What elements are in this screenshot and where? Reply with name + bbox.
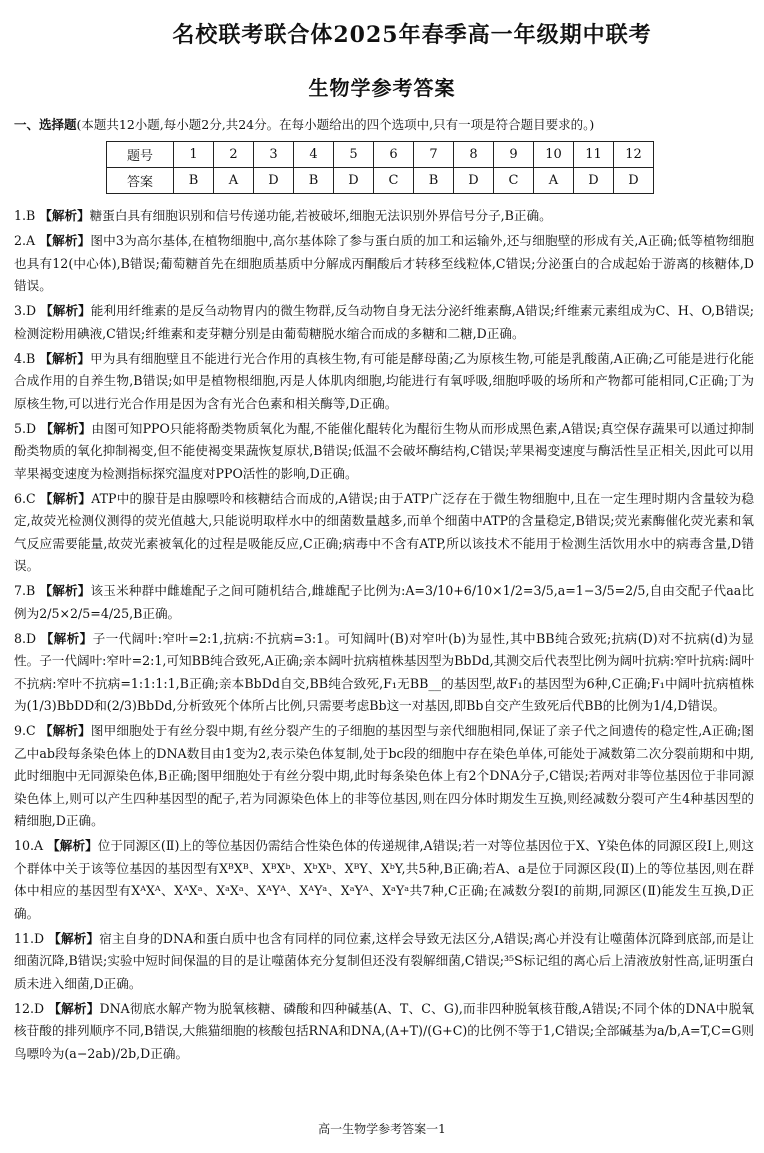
row-label-number: 题号 xyxy=(107,142,174,168)
table-cell: 8 xyxy=(454,142,494,168)
explanation-item xyxy=(14,720,754,833)
table-cell: 4 xyxy=(294,142,334,168)
item-tag: 【解析】 xyxy=(40,630,93,646)
explanation-item xyxy=(14,835,754,925)
table-cell: 1 xyxy=(174,142,214,168)
explanation-item xyxy=(14,205,754,228)
item-text: 图甲细胞处于有丝分裂中期,有丝分裂产生的子细胞的基因型与亲代细胞相同,保证了亲子代之间遗传的稳定性,A正确;图乙中ab段每条染色体上的DNA数目由1变为2,表示染色体复制,处于bc段的细胞中存在染色单体,可能处于减数第二次分裂前期和中期,此时细胞中无同源染色体,B正确;图甲细胞处于有丝分裂中期,此时每条染色体上有2个DNA分子,C错误;若两对非等位基因位于非同源染色体上,则可以产生四种基因型的配子,若为同源染色体上的非等位基因,则在四分体时期发生互换,则经减数分裂可产生4种基因型的精细胞,D正确。 xyxy=(14,723,755,828)
page-title: 名校联考联合体2025年春季高一年级期中联考 xyxy=(172,22,652,48)
table-cell: D xyxy=(254,168,294,194)
page-footer: 高一生物学参考答案一1 xyxy=(318,1122,446,1136)
table-cell: A xyxy=(214,168,254,194)
section-description: (本题共12小题,每小题2分,共24分。在每小题给出的四个选项中,只有一项是符合题目要求的。) xyxy=(76,117,595,132)
item-text: 糖蛋白具有细胞识别和信号传递功能,若被破坏,细胞无法识别外界信号分子,B正确。 xyxy=(89,208,552,223)
table-cell: D xyxy=(614,168,654,194)
answer-table-answer-row xyxy=(107,168,654,194)
explanation-list xyxy=(14,205,754,1068)
item-tag: 【解析】 xyxy=(47,838,98,853)
item-tag: 【解析】 xyxy=(39,723,91,738)
table-cell: B xyxy=(294,168,334,194)
row-label-answer: 答案 xyxy=(107,168,174,194)
item-text: 子一代阔叶:窄叶=2:1,抗病:不抗病=3:1。可知阔叶(B)对窄叶(b)为显性,其中BB纯合致死;抗病(D)对不抗病(d)为显性。子一代阔叶:窄叶=2:1,可知BB纯合致死,A正确;亲本阔叶抗病植株基因型为BbDd,其测交后代表型比例为阔叶抗病:窄叶抗病:阔叶不抗病:窄叶不抗病=1:1:1:1,B正确;亲本BbDd自交,BB纯合致死,F₁无BB__的基因型,故F₁的基因型为6种,C正确;F₁中阔叶抗病植株为(1/3)BbDD和(2/3)BbDd,分析致死个体所占比例,只需要考虑Bb这一对基因,即Bb自交产生致死后代BB的比例为1/4,D错误。 xyxy=(14,630,755,713)
explanation-item xyxy=(14,348,754,416)
table-cell: C xyxy=(374,168,414,194)
item-tag: 【解析】 xyxy=(39,208,90,223)
item-number: 8.D xyxy=(14,630,37,646)
item-text: 图中3为高尔基体,在植物细胞中,高尔基体除了参与蛋白质的加工和运输外,还与细胞壁的形成有关,A正确;低等植物细胞也具有12(中心体),B错误;葡萄糖首先在细胞质基质中分解成丙酮酸后才转移至线粒体,C错误;分泌蛋白的合成起始于游离的核糖体,D错误。 xyxy=(14,233,754,293)
explanation-item xyxy=(14,998,754,1066)
item-text: 由图可知PPO只能将酚类物质氧化为醌,不能催化醌转化为醌衍生物从而形成黑色素,A错误;真空保存蔬果可以通过抑制酚类物质的氧化抑制褐变,但不能使褐变果蔬恢复原状,B错误;低温不会破坏酶结构,C错误;苹果褐变速度与酶活性呈正相关,因此可以用苹果褐变速度为检测指标探究温度对PPO活性的影响,D正确。 xyxy=(14,420,755,481)
item-number: 2.A xyxy=(14,233,36,248)
table-cell: 7 xyxy=(414,142,454,168)
table-cell: 2 xyxy=(214,142,254,168)
explanation-item xyxy=(14,488,754,578)
item-number: 1.B xyxy=(14,208,36,223)
item-text: 宿主自身的DNA和蛋白质中也含有同样的同位素,这样会导致无法区分,A错误;离心并没有让噬菌体沉降到底部,而是让细菌沉降,B错误;实验中短时间保温的目的是让噬菌体充分复制但还没有裂解细菌,C错误;³⁵S标记组的离心后上清液放射性高,证明蛋白质未进入细菌,D正确。 xyxy=(14,930,755,991)
item-tag: 【解析】 xyxy=(39,490,92,506)
item-text: 位于同源区(Ⅱ)上的等位基因仍需结合性染色体的传递规律,A错误;若一对等位基因位于X、Y染色体的同源区段Ⅰ上,则这个群体中关于该等位基因的基因型有XᴮXᴮ、XᴮXᵇ、XᵇXᵇ、XᴮY、XᵇY,共5种,B正确;若A、a是位于同源区段(Ⅱ)上的等位基因,则在群体中相应的基因型有XᴬXᴬ、XᴬXᵃ、XᵃXᵃ、XᴬYᴬ、XᴬYᵃ、XᵃYᴬ、XᵃYᵃ共7种,C正确;在减数分裂Ⅰ的前期,同源区(Ⅱ)能发生互换,D正确。 xyxy=(14,838,754,921)
table-cell: D xyxy=(334,168,374,194)
table-cell: D xyxy=(574,168,614,194)
section-heading xyxy=(14,115,594,133)
item-tag: 【解析】 xyxy=(40,420,92,436)
answer-table-number-row xyxy=(107,142,654,168)
item-tag: 【解析】 xyxy=(39,583,91,598)
item-tag: 【解析】 xyxy=(48,930,100,946)
item-number: 12.D xyxy=(14,1000,45,1016)
table-cell: 11 xyxy=(574,142,614,168)
table-cell: B xyxy=(414,168,454,194)
item-text: 能利用纤维素的是反刍动物胃内的微生物群,反刍动物自身无法分泌纤维素酶,A错误;纤维素元素组成为C、H、O,B错误;检测淀粉用碘液,C错误;纤维素和麦芽糖分别是由葡萄糖脱水缩合而成的多糖和二糖,D正确。 xyxy=(14,303,754,341)
item-text: 甲为具有细胞壁且不能进行光合作用的真核生物,有可能是酵母菌;乙为原核生物,可能是乳酸菌,A正确;乙可能是进行化能合成作用的自养生物,B错误;如甲是植物根细胞,丙是人体肌肉细胞,均能进行有氧呼吸,细胞呼吸的场所和产物都可能相同,C正确;丁为原核生物,可以进行光合作用是因为含有光合色素和相关酶等,D正确。 xyxy=(14,350,754,411)
item-tag: 【解析】 xyxy=(39,233,91,248)
item-number: 7.B xyxy=(14,583,36,598)
explanation-item xyxy=(14,580,754,625)
item-number: 9.C xyxy=(14,723,36,738)
item-number: 10.A xyxy=(14,838,44,853)
table-cell: D xyxy=(454,168,494,194)
page-subtitle: 生物学参考答案 xyxy=(308,76,456,100)
item-number: 5.D xyxy=(14,420,37,436)
section-label: 一、选择题 xyxy=(14,117,77,132)
explanation-item xyxy=(14,300,754,345)
table-cell: 10 xyxy=(534,142,574,168)
explanation-item xyxy=(14,418,754,486)
table-cell: 12 xyxy=(614,142,654,168)
item-tag: 【解析】 xyxy=(39,350,91,366)
item-number: 11.D xyxy=(14,930,45,946)
item-tag: 【解析】 xyxy=(48,1000,100,1016)
item-number: 4.B xyxy=(14,350,36,366)
item-text: DNA彻底水解产物为脱氧核糖、磷酸和四种碱基(A、T、C、G),而非四种脱氧核苷酸,A错误;不同个体的DNA中脱氧核苷酸的排列顺序不同,B错误,大熊猫细胞的核酸包括RNA和DNA,(A+T)/(G+C)的比例不等于1,C错误;全部碱基为a/b,A=T,C=G则鸟嘌呤为(a−2ab)/2b,D正确。 xyxy=(14,1000,754,1061)
table-cell: A xyxy=(534,168,574,194)
table-cell: 5 xyxy=(334,142,374,168)
table-cell: B xyxy=(174,168,214,194)
table-cell: 6 xyxy=(374,142,414,168)
item-text: 该玉米种群中雌雄配子之间可随机结合,雌雄配子比例为:A=3/10+6/10×1/2=3/5,a=1−3/5=2/5,自由交配子代aa比例为2/5×2/5=4/25,B正确。 xyxy=(14,583,754,621)
table-cell: C xyxy=(494,168,534,194)
item-number: 6.C xyxy=(14,490,36,506)
item-text: ATP中的腺苷是由腺嘌呤和核糖结合而成的,A错误;由于ATP广泛存在于微生物细胞中,且在一定生理时期内含量较为稳定,故荧光检测仪测得的荧光值越大,只能说明取样水中的细菌数量越多,而单个细菌中ATP的含量稳定,B错误;荧光素酶催化荧光素和氧气反应需要能量,故荧光素被氧化的过程是吸能反应,C正确;病毒中不含有ATP,所以该技术不能用于检测生活饮用水中的病毒含量,D错误。 xyxy=(14,490,755,573)
explanation-item xyxy=(14,230,754,298)
table-cell: 3 xyxy=(254,142,294,168)
explanation-item xyxy=(14,628,754,718)
answer-table xyxy=(106,141,654,194)
item-number: 3.D xyxy=(14,303,37,318)
item-tag: 【解析】 xyxy=(40,303,91,318)
table-cell: 9 xyxy=(494,142,534,168)
explanation-item xyxy=(14,928,754,996)
